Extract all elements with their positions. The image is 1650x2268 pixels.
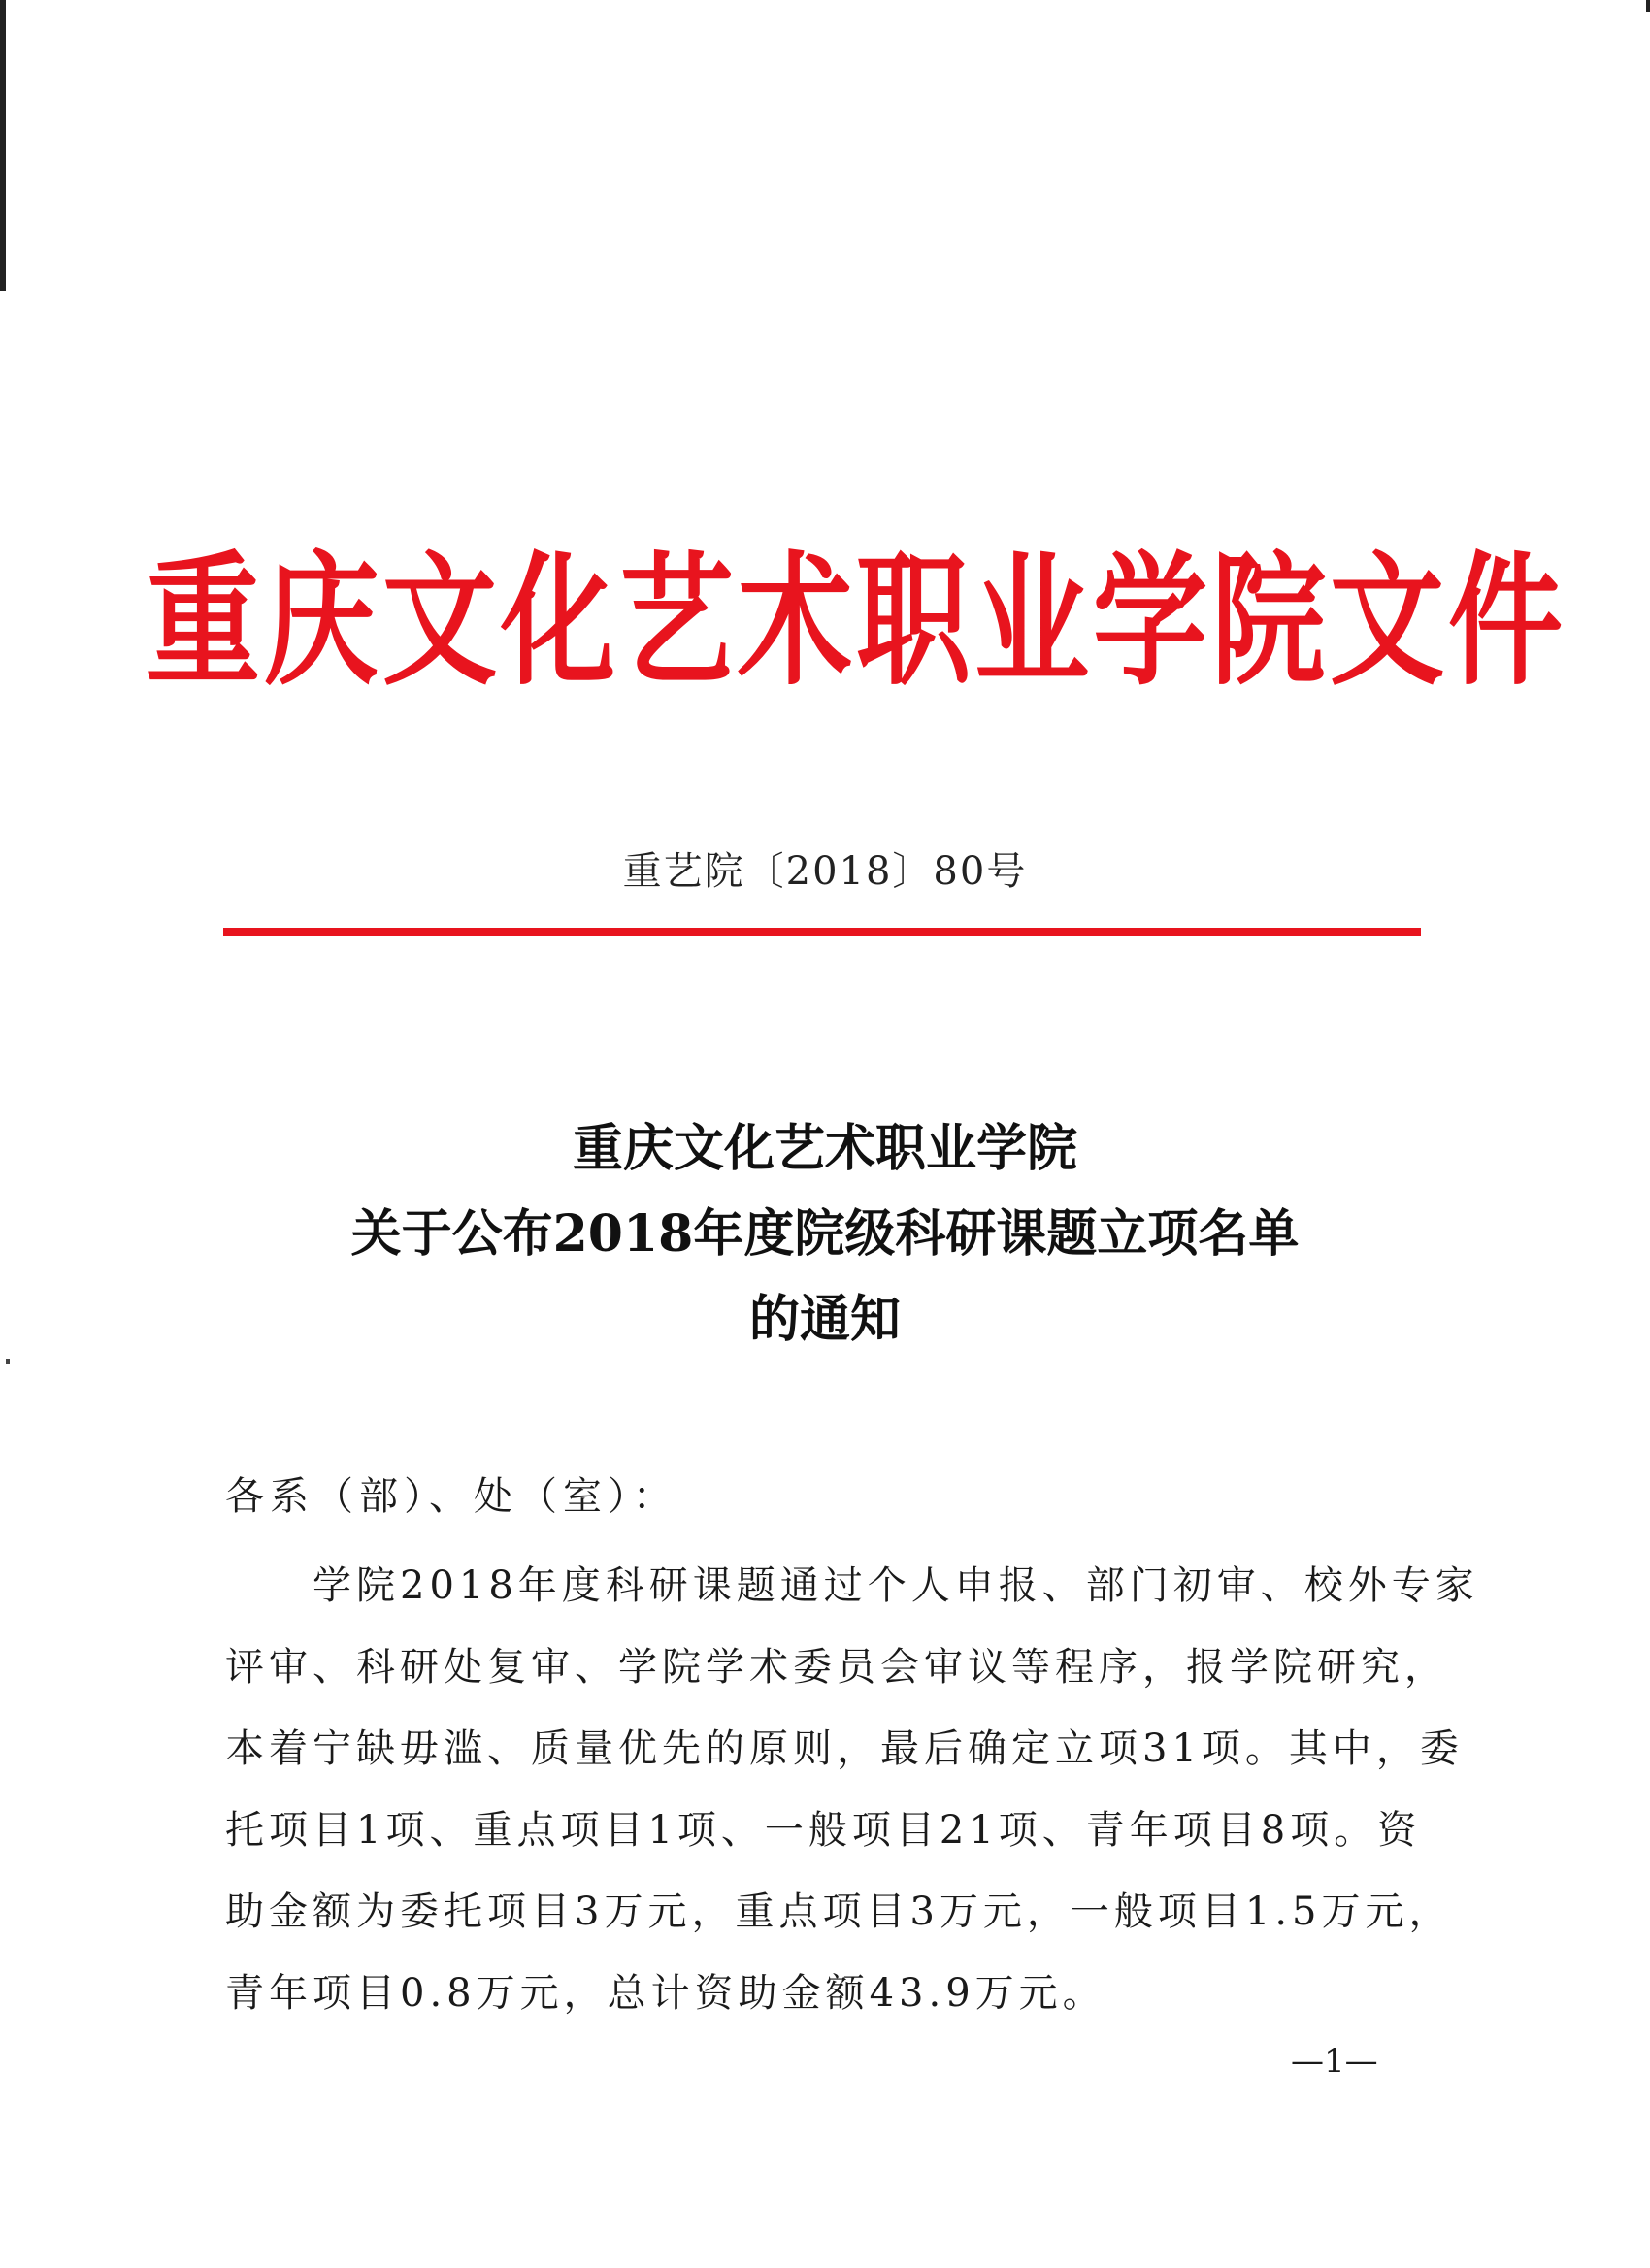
body-line: 助金额为委托项目3万元，重点项目3万元，一般项目1.5万元， <box>225 1890 1453 1934</box>
body-line: 学院2018年度科研课题通过个人申报、部门初审、校外专家 <box>225 1563 1479 1608</box>
notice-title-line-3: 的通知 <box>748 1290 901 1349</box>
scan-edge-left <box>0 0 6 291</box>
notice-title-line-2: 关于公布2018年度院级科研课题立项名单 <box>350 1204 1300 1264</box>
notice-title-line-1: 重庆文化艺术职业学院 <box>572 1119 1077 1178</box>
page-number: —1— <box>1291 2042 1378 2081</box>
body-line: 青年项目0.8万元，总计资助金额43.9万元。 <box>225 1971 1106 2016</box>
document-masthead: 重庆文化艺术职业学院文件 <box>146 537 1568 706</box>
body-line: 评审、科研处复审、学院学术委员会审议等程序，报学院研究， <box>225 1645 1448 1690</box>
document-number: 重艺院〔2018〕80号 <box>622 849 1028 894</box>
salutation: 各系（部）、处（室）： <box>225 1474 677 1519</box>
body-line: 本着宁缺毋滥、质量优先的原则，最后确定立项31项。其中，委 <box>225 1726 1464 1771</box>
scan-edge-right <box>1646 0 1650 12</box>
notice-title <box>0 1106 1650 1363</box>
body-paragraph <box>225 1545 1479 2034</box>
red-separator-rule <box>223 928 1421 936</box>
body-line: 托项目1项、重点项目1项、一般项目21项、青年项目8项。资 <box>225 1808 1422 1853</box>
